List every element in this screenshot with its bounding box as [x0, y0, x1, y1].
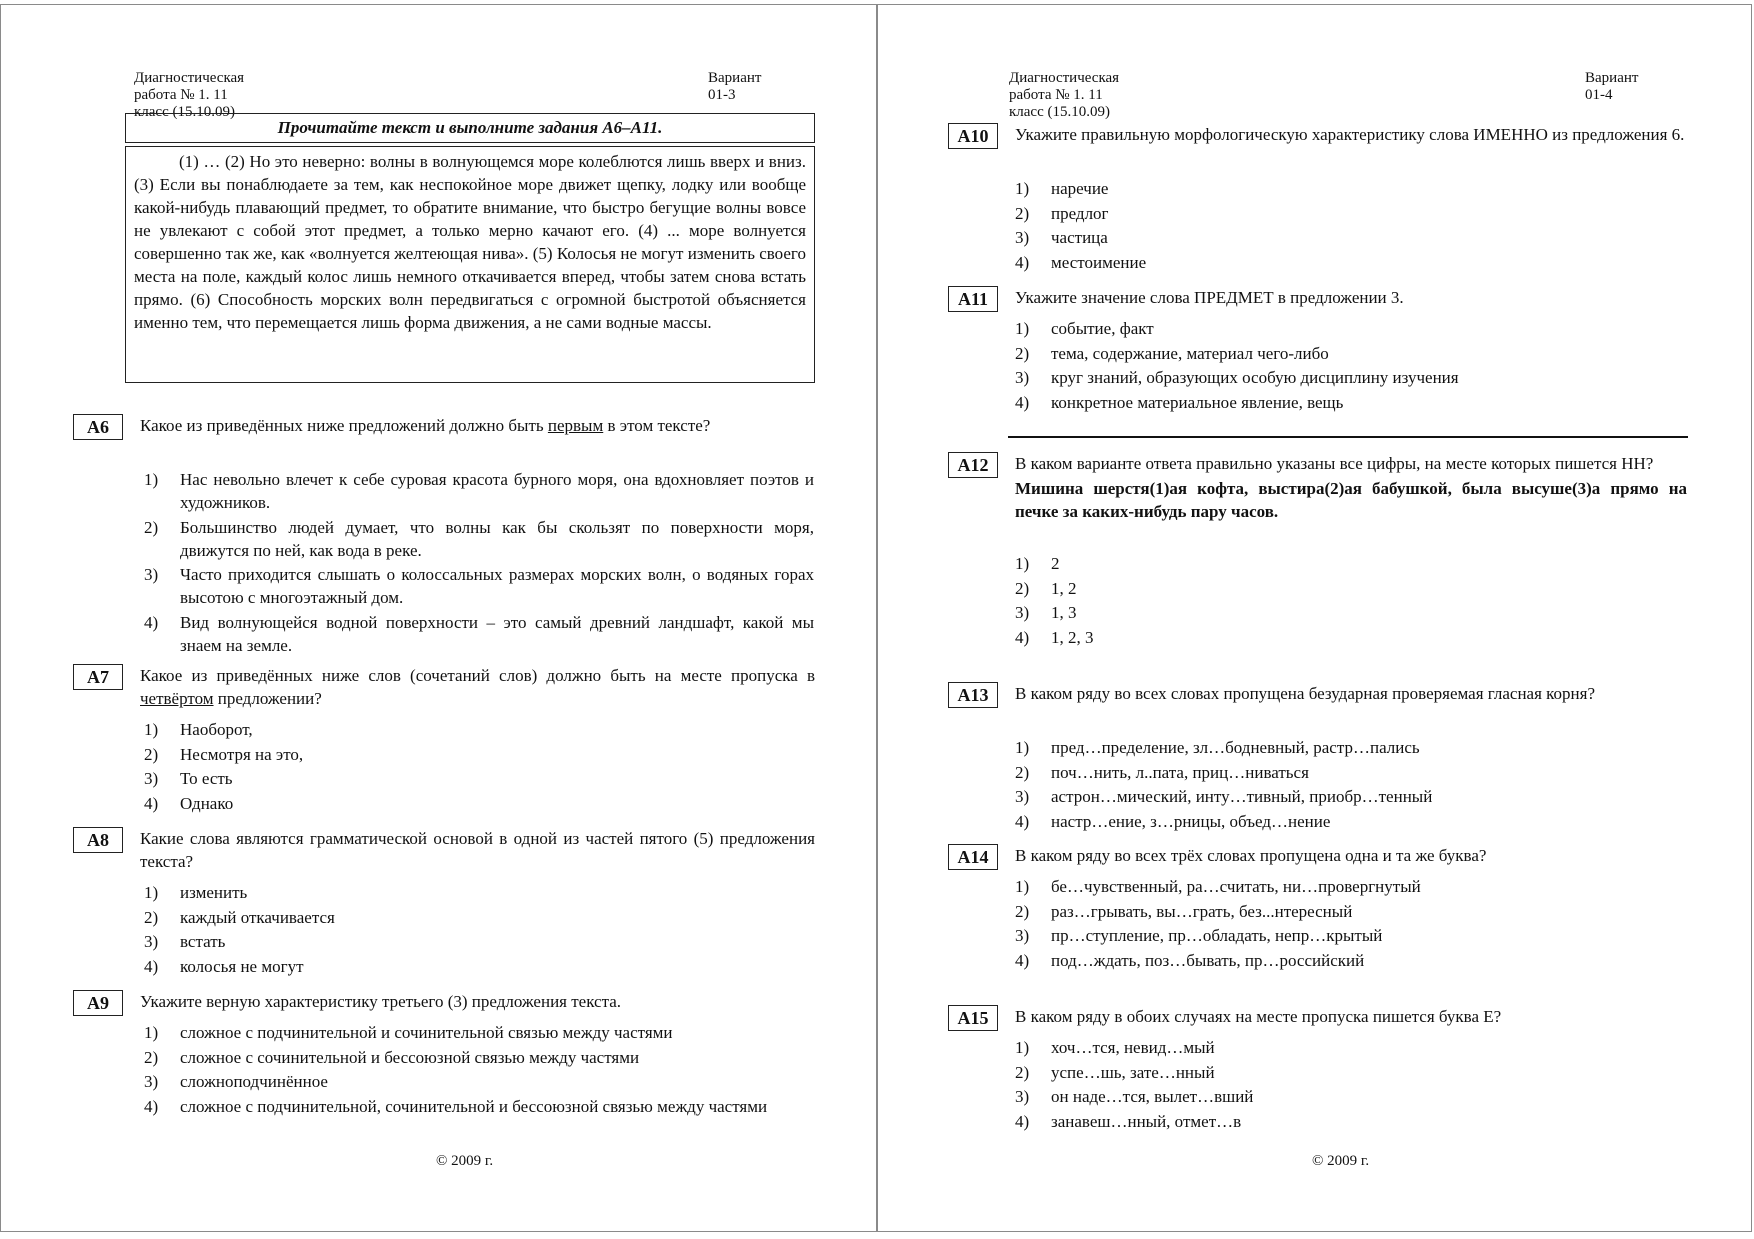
- answer-option[interactable]: 4) Однако: [144, 793, 234, 813]
- question-text: В каком ряду во всех словах пропущена безударная проверяемая гласная корня?: [1015, 684, 1596, 703]
- answer-option[interactable]: 2) поч…нить, л..пата, приц…ниваться: [1015, 762, 1309, 782]
- answer-option[interactable]: 4) колосья не могут: [144, 956, 304, 976]
- answer-option[interactable]: 1) изменить: [144, 883, 248, 902]
- answer-option[interactable]: 3) он наде…тся, вылет…вший: [1015, 1087, 1254, 1106]
- answer-option[interactable]: 3) астрон…мический, инту…тивный, приобр…тенный: [1015, 787, 1433, 806]
- underlined-word: первым: [547, 416, 604, 435]
- answer-option[interactable]: 3) пр…ступление, пр…обладать, непр…крытый: [1015, 926, 1383, 945]
- answer-option[interactable]: 1) пред…пределение, зл…бодневный, растр…пались: [1015, 738, 1420, 757]
- answer-option[interactable]: 1) событие, факт: [1015, 319, 1154, 338]
- header-variant: Вариант 01-4: [1585, 70, 1639, 103]
- answer-option[interactable]: 3) Часто приходится слышать о колоссальных размерах морских волн, о водяных горах высотою с многоэтажный дом.: [144, 565, 814, 607]
- question-text: Укажите верную характеристику третьего (3) предложения текста.: [140, 992, 622, 1011]
- answer-option[interactable]: 2) Большинство людей думает, что волны как бы скользят по поверхности моря, движутся по ней, как вода в реке.: [144, 517, 814, 560]
- header-variant: Вариант 01-3: [708, 70, 762, 103]
- answer-option[interactable]: 3) То есть: [144, 769, 233, 788]
- answer-option[interactable]: 4) настр…ение, з…рницы, объед…нение: [1015, 811, 1331, 831]
- page-footer: © 2009 г.: [436, 1153, 494, 1169]
- question-text: Какие слова являются грамматической основой в одной из частей пятого (5) предложения текста?: [140, 829, 815, 871]
- question-text: В каком ряду во всех трёх словах пропущена одна и та же буква?: [1015, 846, 1487, 865]
- answer-options: [144, 468, 814, 658]
- left-page: [0, 0, 876, 1239]
- answer-option[interactable]: 2) раз…грывать, вы…грать, без...нтересный: [1015, 901, 1353, 921]
- question-label: А7: [73, 664, 123, 690]
- answer-option[interactable]: 2) тема, содержание, материал чего-либо: [1015, 343, 1329, 363]
- header-title: Диагностическая работа № 1. 11 класс (15.10.09): [134, 70, 245, 120]
- question-example: Мишина шерстя(1)ая кофта, выстира(2)ая бабушкой, была высуше(3)а прямо на печке за каких-нибудь пару часов.: [1015, 479, 1687, 521]
- question-label: А9: [73, 990, 123, 1016]
- answer-option[interactable]: 2) сложное с сочинительной и бессоюзной связью между частями: [144, 1047, 640, 1067]
- passage-box: [125, 146, 815, 383]
- answer-option[interactable]: 2) предлог: [1015, 203, 1109, 223]
- answer-options: [1015, 736, 1687, 834]
- answer-option[interactable]: 4) под…ждать, поз…бывать, пр…российский: [1015, 950, 1365, 970]
- answer-option[interactable]: 3) частица: [1015, 228, 1108, 247]
- answer-option[interactable]: 1) Нас невольно влечет к себе суровая красота бурного моря, она вдохновляет поэтов и художников.: [144, 470, 814, 512]
- answer-option[interactable]: 2) 1, 2: [1015, 578, 1077, 598]
- question-label: А11: [948, 286, 998, 312]
- question-label: А8: [73, 827, 123, 853]
- answer-options: [1015, 177, 1687, 275]
- question-label: А15: [948, 1005, 998, 1031]
- answer-option[interactable]: 4) сложное с подчинительной, сочинительной и бессоюзной связью между частями: [144, 1096, 768, 1116]
- question-text: В каком варианте ответа правильно указаны все цифры, на месте которых пишется НН? Мишина шерстя(1)ая кофта, выстира(2)ая бабушкой, была высуше(3)а прямо на печке за каких-нибудь пару часов.: [1015, 454, 1687, 521]
- right-page: [878, 0, 1754, 1239]
- question-label: А12: [948, 452, 998, 478]
- answer-option[interactable]: 3) встать: [144, 932, 226, 951]
- question-text: Какое из приведённых ниже предложений должно быть первым в этом тексте?: [140, 416, 711, 435]
- answer-options: [144, 1021, 814, 1119]
- answer-options: [144, 881, 814, 979]
- answer-option[interactable]: 1) сложное с подчинительной и сочинительной связью между частями: [144, 1023, 673, 1042]
- answer-options: [1015, 875, 1687, 973]
- question-label: А10: [948, 123, 998, 149]
- answer-option[interactable]: 2) каждый откачивается: [144, 907, 335, 927]
- underlined-word: четвёртом: [140, 689, 214, 708]
- answer-option[interactable]: 4) Вид волнующейся водной поверхности – это самый древний ландшафт, какой мы знаем на земле.: [144, 612, 814, 655]
- answer-option[interactable]: 3) 1, 3: [1015, 603, 1077, 622]
- answer-option[interactable]: 2) Несмотря на это,: [144, 744, 304, 764]
- question-text: Укажите значение слова ПРЕДМЕТ в предложении 3.: [1015, 288, 1404, 307]
- page-footer: © 2009 г.: [1312, 1153, 1370, 1169]
- answer-option[interactable]: 3) круг знаний, образующих особую дисциплину изучения: [1015, 368, 1459, 387]
- answer-option[interactable]: 4) конкретное материальное явление, вещь: [1015, 392, 1344, 412]
- question-label: А14: [948, 844, 998, 870]
- answer-option[interactable]: 1) хоч…тся, невид…мый: [1015, 1038, 1215, 1057]
- answer-options: [1015, 552, 1687, 650]
- answer-option[interactable]: 1) Наоборот,: [144, 720, 253, 739]
- answer-options: [1015, 317, 1687, 415]
- question-text: Какое из приведённых ниже слов (сочетаний слов) должно быть на месте пропуска в четвёртом предложении?: [140, 666, 815, 708]
- question-text: В каком ряду в обоих случаях на месте пропуска пишется буква Е?: [1015, 1007, 1502, 1026]
- passage-text: (1) … (2) Но это неверно: волны в волнующемся море колеблются лишь вверх и вниз. (3) Если вы понаблюдаете за тем, как неспокойное море движет щепку, лодку или вообще какой-нибудь плавающий предмет, то обратите внимание, что быстро бегущие волны вовсе не увлекают с собой этот предмет, а только мерно качают его. (4) ... море волнуется совершенно так же, как «волнуется желтеющая нива». (5) Колосья не могут изменить своего места на поле, каждый колос лишь немного откачивается вперед, чтобы затем снова встать прямо. (6) Способность морских волн передвигаться с огромной быстротой объясняется именно тем, что перемещается лишь форма движения, а не сами водные массы.: [134, 152, 806, 332]
- answer-options: [1015, 1036, 1687, 1134]
- answer-option[interactable]: 3) сложноподчинённое: [144, 1072, 328, 1091]
- instruction-box: Прочитайте текст и выполните задания А6–А11.: [125, 113, 815, 143]
- answer-options: [144, 718, 814, 816]
- answer-option[interactable]: 4) 1, 2, 3: [1015, 627, 1094, 647]
- answer-option[interactable]: 1) наречие: [1015, 179, 1109, 198]
- answer-option[interactable]: 2) успе…шь, зате…нный: [1015, 1062, 1215, 1082]
- answer-option[interactable]: 4) местоимение: [1015, 252, 1147, 272]
- question-text: Укажите правильную морфологическую характеристику слова ИМЕННО из предложения 6.: [1015, 125, 1685, 144]
- question-label: А13: [948, 682, 998, 708]
- question-label: А6: [73, 414, 123, 440]
- answer-option[interactable]: 1) 2: [1015, 554, 1060, 573]
- header-title: Диагностическая работа № 1. 11 класс (15.10.09): [1009, 70, 1120, 120]
- answer-option[interactable]: 1) бе…чувственный, ра…считать, ни…провергнутый: [1015, 877, 1421, 896]
- section-separator: [1008, 436, 1688, 438]
- answer-option[interactable]: 4) занавеш…нный, отмет…в: [1015, 1111, 1242, 1131]
